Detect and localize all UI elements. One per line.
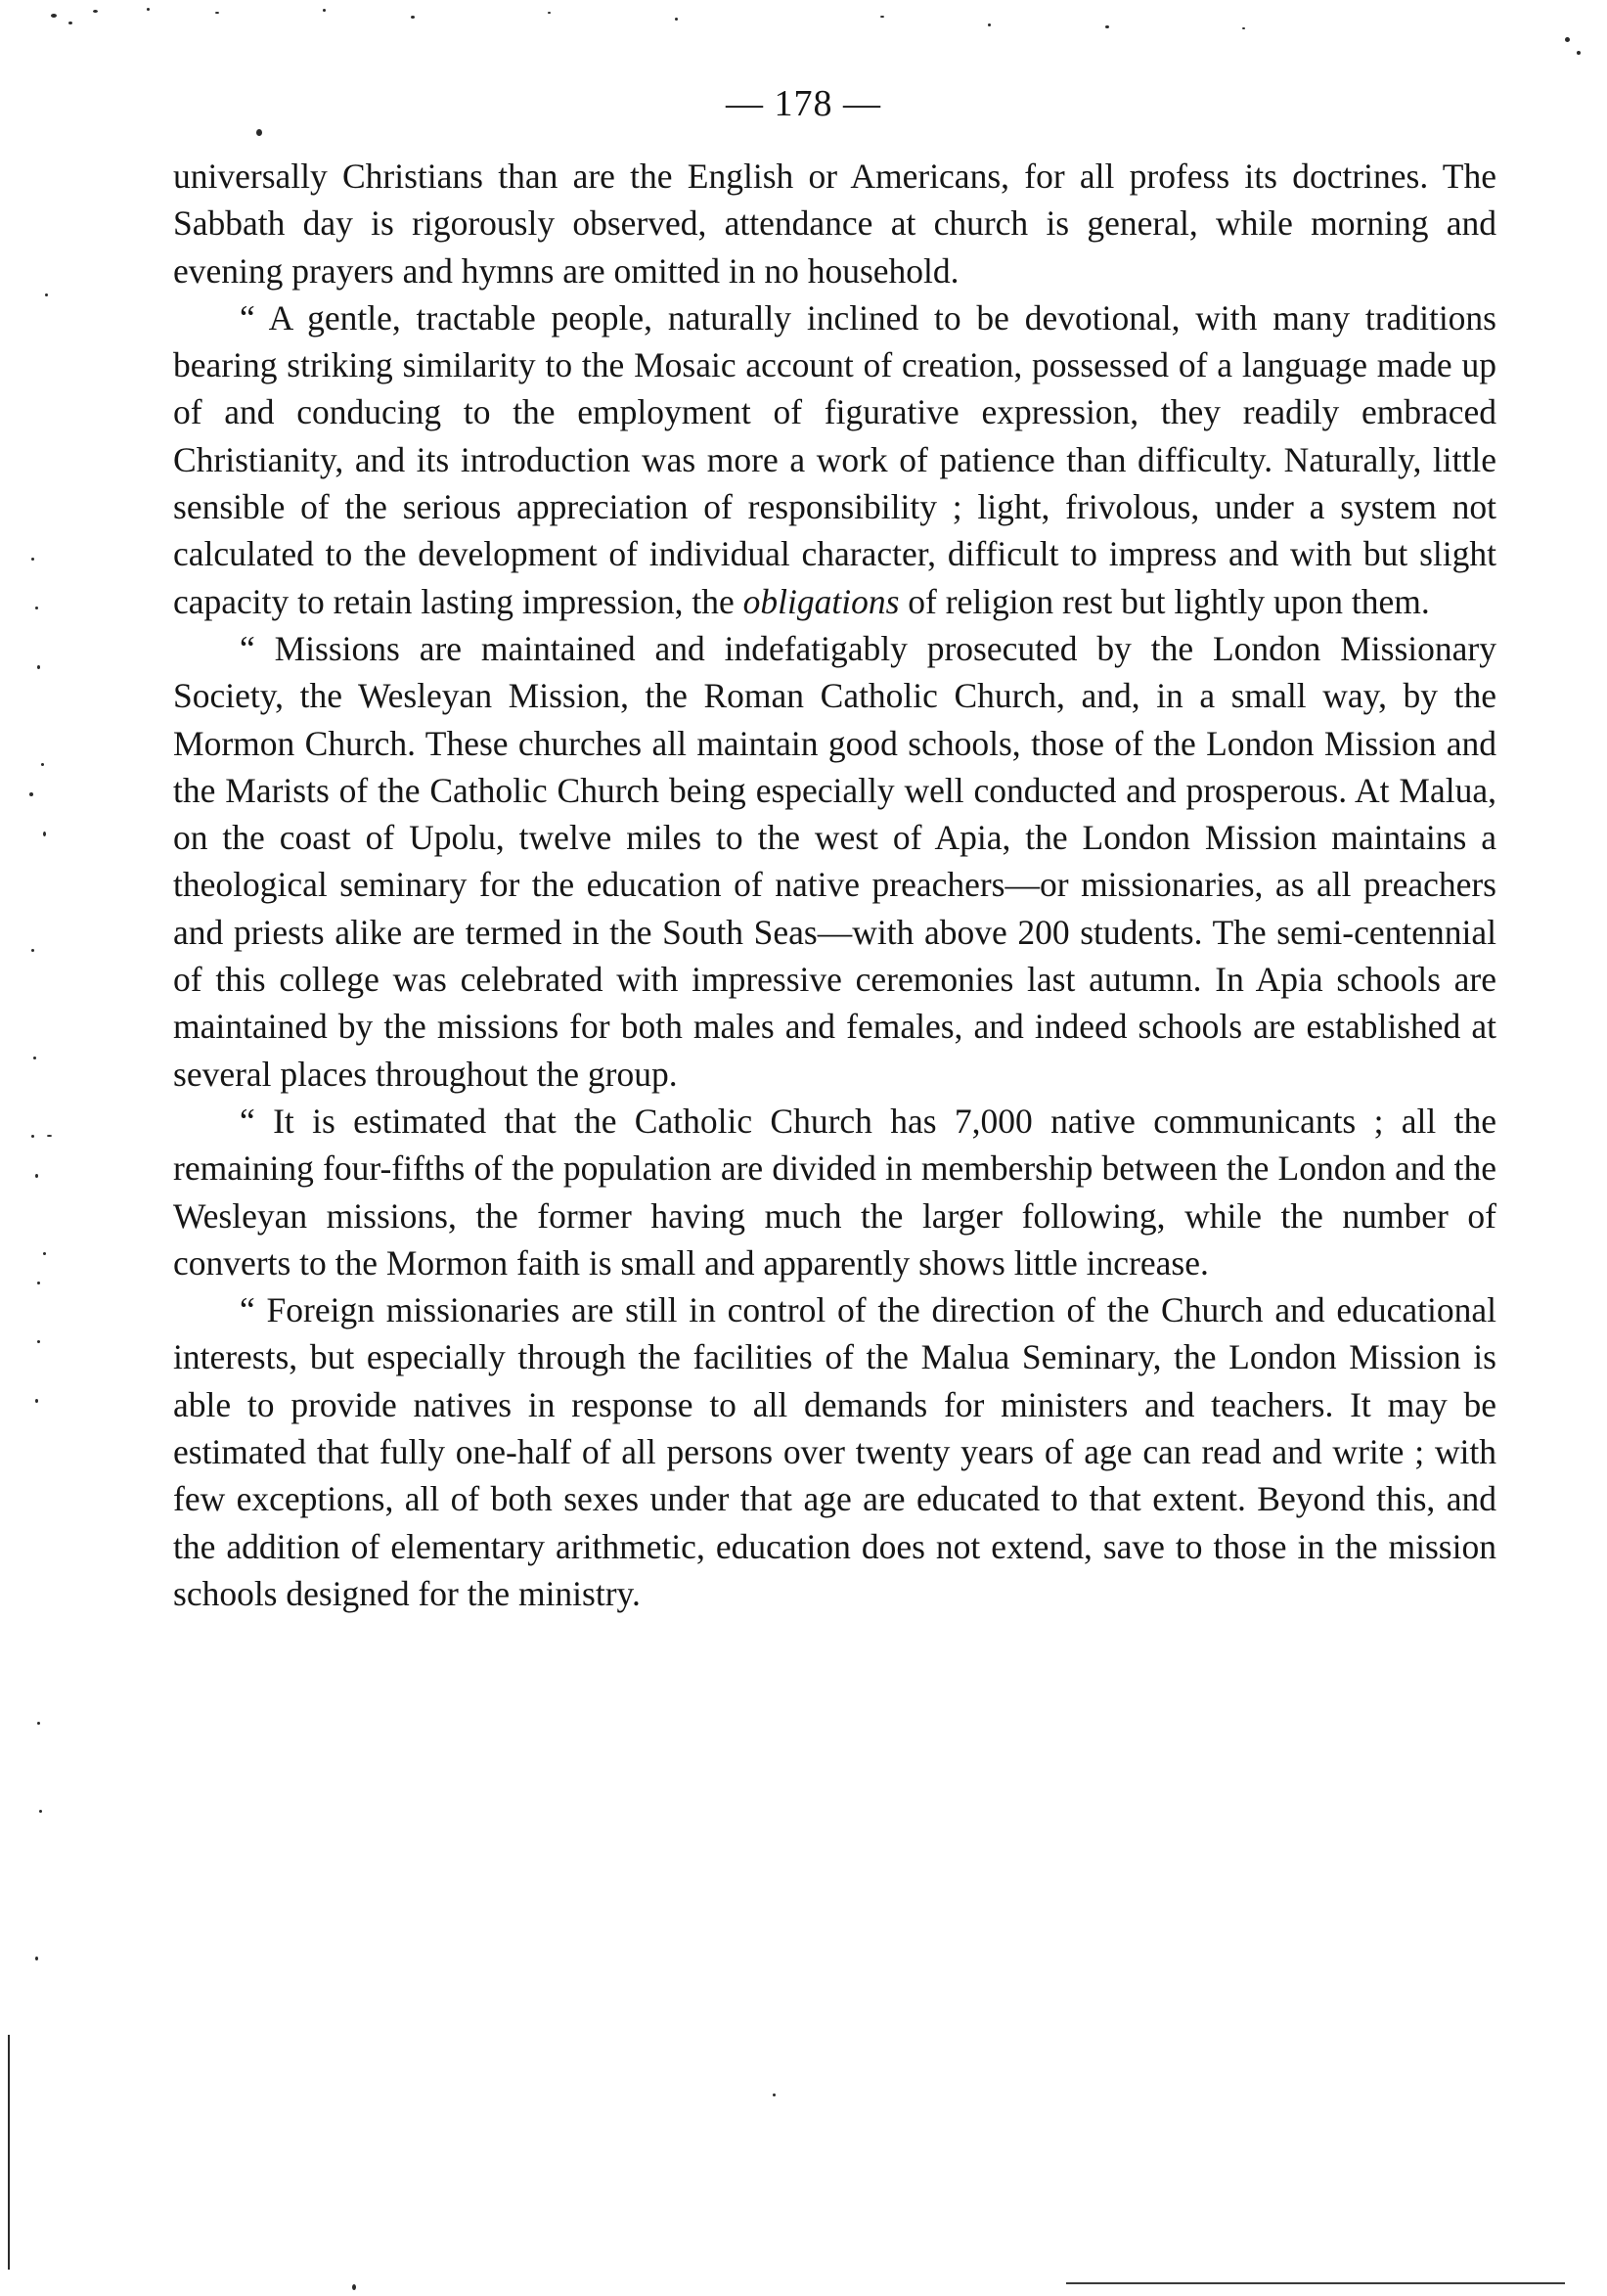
page-number: — 178 —: [726, 83, 881, 124]
body-text: [173, 153, 1496, 1617]
emphasized-word: obligations: [742, 581, 900, 621]
paragraph: [173, 294, 1496, 625]
paragraph-text: of religion rest but lightly upon them.: [899, 581, 1430, 621]
paragraph-text: “ A gentle, tractable people, naturally inclined to be devotional, with many traditions bearing striking similarity to the Mosaic account of creation, possessed of a language made up of and conducing to the employment of figurative expression, they readily embraced Christianity, and its introduction was more a work of patience than difficulty. Naturally, little sensible of the serious appreciation of responsibility ; light, frivolous, under a system not calculated to the development of individual character, difficult to impress and with but slight capacity to retain lasting impression,: [173, 297, 1496, 621]
paragraph: universally Christians than are the English or Americans, for all profess its doctrines. The Sabbath day is rigorously observed, attendance at church is general, while morning and evening prayers and hymns are omitted in no household.: [173, 157, 1496, 291]
paragraph: “ Foreign missionaries are still in control of the direction of the Church and educational interests, but especially through the facilities of the Malua Seminary, the London Mission is able to provide natives in response to all demands for ministers and teachers. It may be estimated that fully one-half of all persons over twenty years of age can read and write ; with few exceptions, all of both sexes under that age are educated to that extent. Beyond this, and the addition of elementary arithmetic, education does not extend, save to those in the mission schools designed for the ministry.: [173, 1290, 1496, 1613]
bottom-rule: [1066, 2282, 1565, 2284]
paragraph: “ Missions are maintained and indefatigably prosecuted by the London Missionary Society, the Wesleyan Mission, the Roman Catholic Church, and, in a small way, by the Mormon Church. These churches all maintain good schools, those of the London Mission and the Marists of the Catholic Church being especially well conducted and prosperous. At Malua, on the coast of Upolu, twelve miles to the west of Apia, the London Mission maintains a theological seminary for the education of native preachers—or missionaries, as all preachers and priests alike are termed in the South Seas—with above 200 students. The semi-centennial of this college was celebrated with impressive ceremonies last autumn. In Apia schools are maintained by the missions for both males and females, and indeed schools are established at several places throughout the group.: [173, 628, 1496, 1094]
paragraph-text: the: [692, 581, 743, 621]
paragraph: “ It is estimated that the Catholic Church has 7,000 native communicants ; all the remaining four-fifths of the population are divided in membership between the London and the Wesleyan missions, the former having much the larger following, while the number of converts to the Mormon faith is small and apparently shows little increase.: [173, 1101, 1496, 1283]
